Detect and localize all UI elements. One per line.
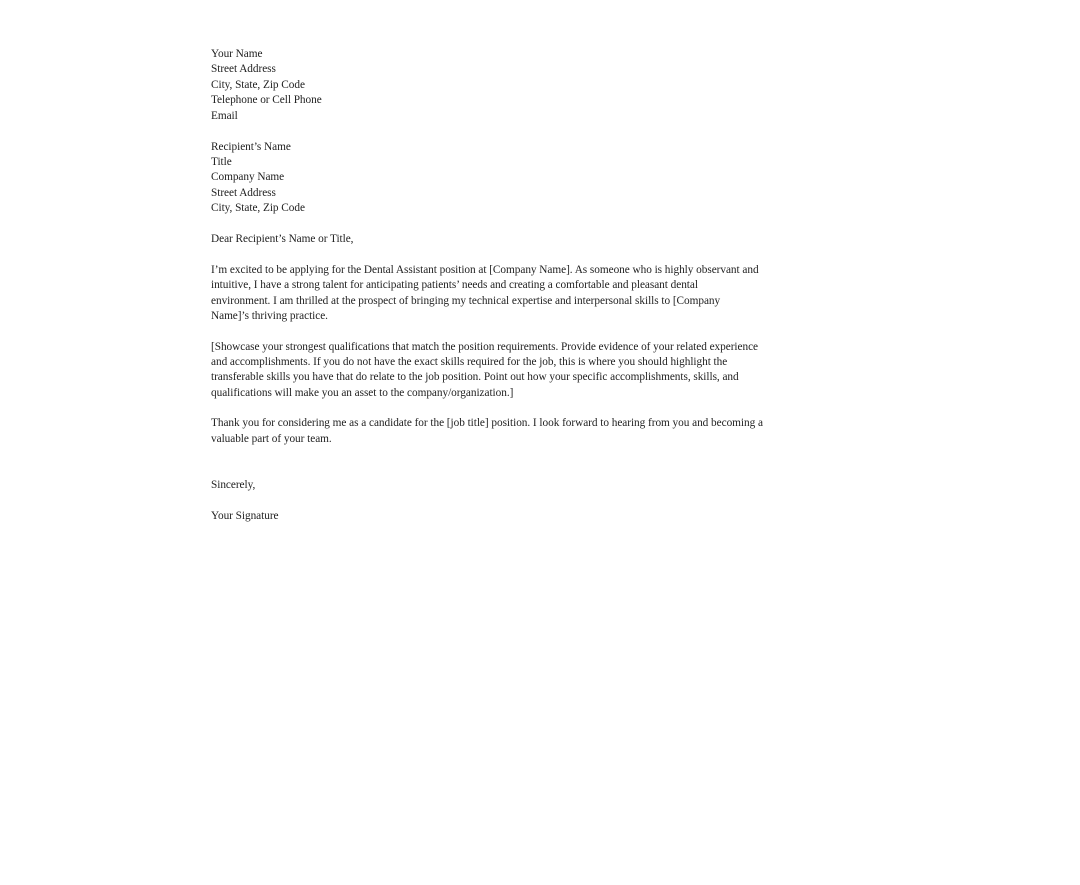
recipient-street-address: Street Address bbox=[211, 186, 276, 199]
recipient-name: Recipient’s Name bbox=[211, 140, 291, 153]
paragraph-line: and accomplishments. If you do not have the exact skills required for the job, this is where you should highlight the bbox=[211, 356, 728, 369]
paragraph-line: qualifications will make you an asset to the company/organization.] bbox=[211, 386, 514, 399]
paragraph-line: intuitive, I have a strong talent for anticipating patients’ needs and creating a comfortable and pleasant dental bbox=[211, 279, 698, 292]
recipient-address bbox=[211, 140, 831, 217]
signature-text: Your Signature bbox=[211, 510, 279, 522]
salutation bbox=[211, 232, 831, 247]
body-paragraph-closing bbox=[211, 416, 831, 447]
sender-phone: Telephone or Cell Phone bbox=[211, 94, 322, 107]
paragraph-line: environment. I am thrilled at the prospect of bringing my technical expertise and interpersonal skills to [Company bbox=[211, 294, 721, 307]
spacer bbox=[211, 447, 831, 478]
spacer bbox=[211, 401, 831, 416]
closing bbox=[211, 478, 831, 493]
sender-address bbox=[211, 47, 831, 124]
recipient-title: Title bbox=[211, 155, 232, 168]
recipient-city-state-zip: City, State, Zip Code bbox=[211, 202, 305, 215]
recipient-company: Company Name bbox=[211, 171, 285, 184]
paragraph-line: Thank you for considering me as a candidate for the [job title] position. I look forward to hearing from you and becoming a bbox=[211, 417, 763, 430]
spacer bbox=[211, 494, 831, 509]
sender-name: Your Name bbox=[211, 48, 263, 60]
paragraph-line: transferable skills you have that do relate to the job position. Point out how your specific accomplishments, skills, and bbox=[211, 371, 739, 384]
closing-text: Sincerely, bbox=[211, 479, 256, 492]
signature bbox=[211, 509, 831, 524]
sender-street-address: Street Address bbox=[211, 63, 276, 76]
paragraph-line: I’m excited to be applying for the Dental Assistant position at [Company Name]. As someone who is highly observant and bbox=[211, 263, 759, 276]
spacer bbox=[211, 324, 831, 339]
sender-city-state-zip: City, State, Zip Code bbox=[211, 78, 305, 91]
spacer bbox=[211, 247, 831, 263]
paragraph-line: valuable part of your team. bbox=[211, 432, 332, 445]
body-paragraph-qualifications bbox=[211, 340, 831, 402]
spacer bbox=[211, 124, 831, 140]
paragraph-line: Name]’s thriving practice. bbox=[211, 309, 328, 322]
cover-letter bbox=[211, 47, 831, 524]
body-paragraph-intro bbox=[211, 263, 831, 325]
salutation-text: Dear Recipient’s Name or Title, bbox=[211, 232, 354, 245]
sender-email: Email bbox=[211, 109, 238, 122]
paragraph-line: [Showcase your strongest qualifications that match the position requirements. Provide evidence of your related experience bbox=[211, 340, 759, 353]
spacer bbox=[211, 217, 831, 232]
